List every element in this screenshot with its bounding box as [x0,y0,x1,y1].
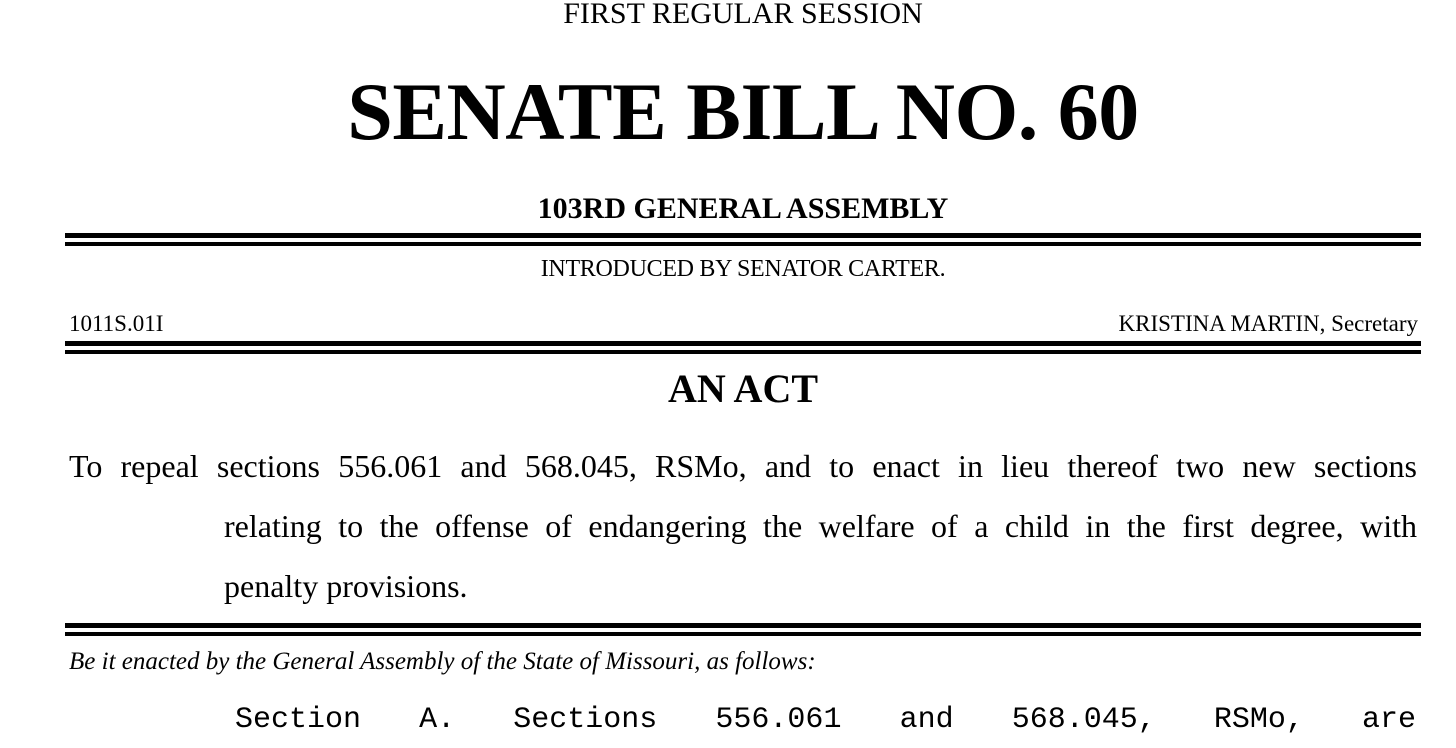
double-rule-middle [65,341,1421,346]
act-title [69,436,1417,616]
double-rule-middle-second [65,350,1421,354]
act-heading: AN ACT [667,366,819,411]
act-title-line: To repeal sections 556.061 and 568.045, RSMo, and to enact in lieu thereof two new sections [69,448,1417,484]
document-id: 1011S.01I [69,311,164,336]
double-rule-top [65,233,1421,238]
double-rule-bottom [65,623,1421,628]
double-rule-bottom-second [65,632,1421,636]
session-label: FIRST REGULAR SESSION [563,0,923,30]
act-title-line: relating to the offense of endangering the welfare of a child in the first degree, with [224,508,1417,544]
section-a-text: Section A. Sections 556.061 and 568.045, RSMo, are [235,703,1416,737]
general-assembly-label: 103RD GENERAL ASSEMBLY [537,192,949,225]
double-rule-top-second [65,242,1421,246]
introduced-by: INTRODUCED BY SENATOR CARTER. [540,256,946,282]
act-title-line: penalty provisions. [224,568,468,604]
secretary-name: KRISTINA MARTIN, Secretary [1118,311,1418,336]
bill-title: SENATE BILL NO. 60 [347,66,1139,157]
enacting-clause: Be it enacted by the General Assembly of the State of Missouri, as follows: [69,648,816,675]
